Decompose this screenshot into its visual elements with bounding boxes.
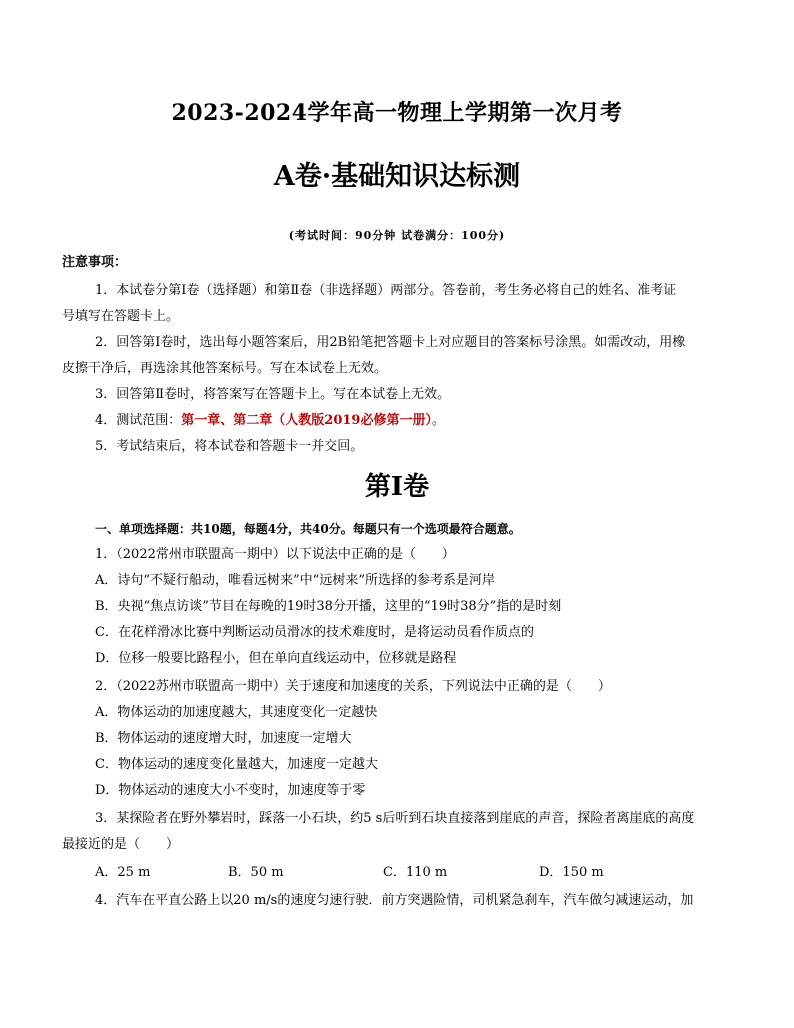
notes-heading: 注意事项： [62,255,128,270]
q3-stem-line-1: 3．某探险者在野外攀岩时，踩落一小石块，约5 s后听到石块直接落到崖底的声音，探险者离崖底的高度 [95,811,695,826]
note-3: 3．回答第Ⅱ卷时，将答案写在答题卡上。写在本试卷上无效。 [95,387,451,402]
q1-option-c: C．在花样滑冰比赛中判断运动员滑冰的技术难度时，是将运动员看作质点的 [95,625,534,640]
note-4-prefix: 4．测试范围： [95,413,182,428]
q2-option-d: D．物体运动的速度大小不变时，加速度等于零 [95,783,366,798]
note-4 [95,412,445,430]
q1-option-b: B．央视“焦点访谈”节目在每晚的19时38分开播，这里的“19时38分”指的是时刻 [95,599,562,614]
exam-subtitle: A卷·基础知识达标测 [273,161,521,192]
q1-option-a: A．诗句“不疑行船动，唯看远树来”中“远树来”所选择的参考系是河岸 [95,573,495,588]
note-4-range: 第一章、第二章（人教版2019必修第一册） [181,413,432,428]
q3-option-d: D．150 m [539,865,604,880]
section-instruction: 一、单项选择题：共10题，每题4分，共40分。每题只有一个选项最符合题意。 [95,522,521,536]
q2-option-b: B．物体运动的速度增大时，加速度一定增大 [95,731,352,746]
q1-option-d: D．位移一般要比路程小，但在单向直线运动中，位移就是路程 [95,651,457,666]
q3-option-b: B．50 m [228,865,284,880]
q3-option-a: A．25 m [95,865,151,880]
note-1-line-1: 1．本试卷分第Ⅰ卷（选择题）和第Ⅱ卷（非选择题）两部分。答卷前，考生务必将自己的姓名、准考证 [95,283,677,298]
note-4-suffix: 。 [431,413,445,428]
section-title: 第Ⅰ卷 [364,472,430,502]
q2-option-a: A．物体运动的加速度越大，其速度变化一定越快 [95,705,378,720]
q3-stem-line-2: 最接近的是（ ） [62,837,180,852]
note-2-line-2: 皮擦干净后，再选涂其他答案标号。写在本试卷上无效。 [62,361,388,376]
q2-option-c: C．物体运动的速度变化量越大，加速度一定越大 [95,757,378,772]
note-1-line-2: 号填写在答题卡上。 [62,309,180,324]
q2-stem: 2．（2022苏州市联盟高一期中）关于速度和加速度的关系，下列说法中正确的是（ ） [95,679,611,694]
q4-stem-line-1: 4．汽车在平直公路上以20 m/s的速度匀速行驶．前方突遇险情，司机紧急刹车，汽车做匀减速运动，加 [95,893,694,908]
note-5: 5．考试结束后，将本试卷和答题卡一并交回。 [95,439,364,454]
exam-title: 2023-2024学年高一物理上学期第一次月考 [171,100,623,126]
exam-info: (考试时间：90分钟 试卷满分：100分) [288,229,506,242]
q1-stem: 1．（2022常州市联盟高一期中）以下说法中正确的是（ ） [95,547,455,562]
note-2-line-1: 2．回答第Ⅰ卷时，选出每小题答案后，用2B铅笔把答题卡上对应题目的答案标号涂黑。如需改动，用橡 [95,335,686,350]
q3-option-c: C．110 m [383,865,448,880]
